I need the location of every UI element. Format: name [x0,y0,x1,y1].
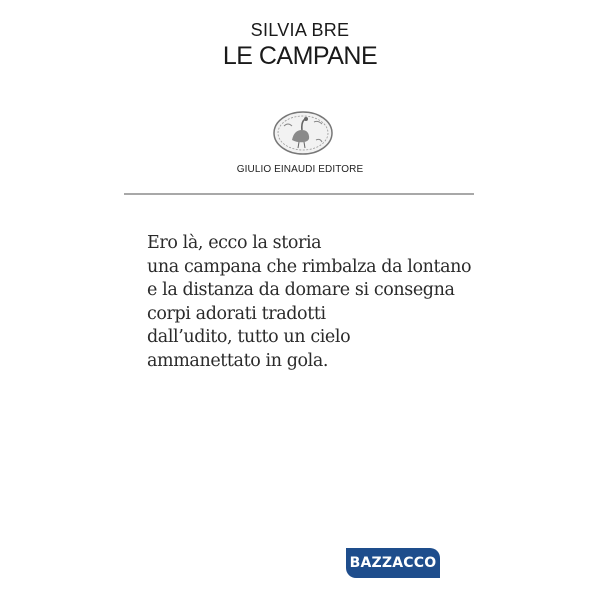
author-name: SILVIA BRE [250,20,350,40]
publisher-name: GIULIO EINAUDI EDITORE [236,164,364,175]
bazzacco-badge: BAZZACCO [346,548,440,578]
divider-line [124,193,474,195]
poem-excerpt [147,232,477,373]
poem-line: ammanettato in gola. [147,350,329,371]
poem-line: una campana che rimbalza da lontano [147,256,472,277]
einaudi-emblem-icon [272,110,334,156]
book-title: LE CAMPANE [222,42,378,70]
poem-line: Ero là, ecco la storia [147,233,322,253]
poem-line: corpi adorati tradotti [147,303,326,324]
poem-line: e la distanza da domare si consegna [147,280,455,300]
poem-line: dall’udito, tutto un cielo [147,327,351,347]
